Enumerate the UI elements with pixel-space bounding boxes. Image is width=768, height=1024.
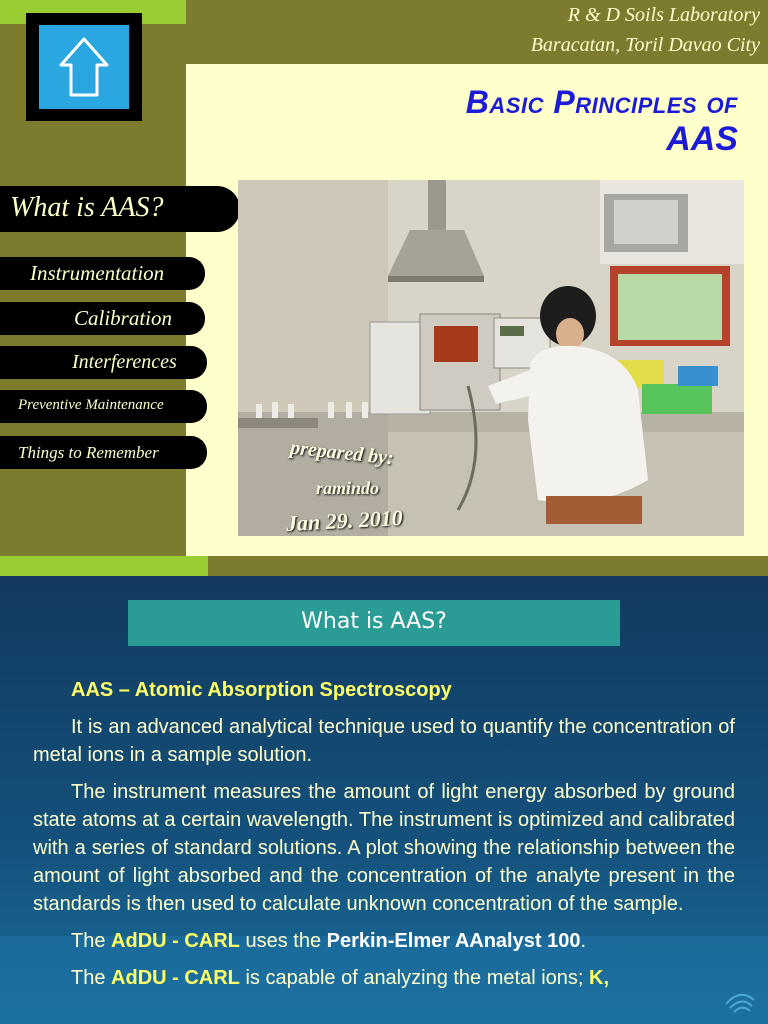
metal-ion: K, [589,967,609,989]
lab-photo [238,180,744,536]
text-run: uses the [239,930,327,952]
instrument-name: Perkin-Elmer AAnalyst 100 [326,930,581,952]
capability-paragraph [33,964,735,992]
nav-preventive-maintenance[interactable]: Preventive Maintenance [0,390,207,423]
body-text [33,676,735,1001]
nav-instrumentation[interactable]: Instrumentation [0,257,205,290]
logo-swirl-icon [720,986,760,1016]
slide-title: Basic Principles of [465,84,738,120]
instrument-paragraph [33,927,735,955]
home-icon [57,35,111,99]
aas-definition: AAS – Atomic Absorption Spectroscopy [71,679,452,701]
text-run: is capable of analyzing the metal ions; [239,967,589,989]
accent-bar-bottom [0,556,208,576]
text-run: The [71,930,112,952]
nav-things-to-remember[interactable]: Things to Remember [0,436,207,469]
section-heading: What is AAS? [128,600,620,646]
lab-name: R & D Soils Laboratory [567,4,760,26]
nav-calibration[interactable]: Calibration [0,302,205,335]
home-button[interactable] [26,13,142,121]
org-name: AdDU - CARL [111,967,240,989]
principle-paragraph: The instrument measures the amount of light energy absorbed by ground state atoms at a certain wavelength. The instrument is optimized and calibrated with a series of standard solutions. A plot showing the relationship between the amount of light absorbed and the concentration of the analyte present in the standards is then used to calculate unknown concentration of the sample. [33,781,735,915]
nav-interferences[interactable]: Interferences [0,346,207,379]
home-icon-tile [39,25,129,109]
slide-title-line2: AAS [666,120,738,158]
content-slide [0,576,768,1024]
lab-location: Baracatan, Toril Davao City [530,34,760,56]
nav-what-is-aas[interactable]: What is AAS? [0,186,240,232]
intro-paragraph: It is an advanced analytical technique used to quantify the concentration of metal ions in a sample solution. [33,716,735,766]
author-name: ramindo [316,478,380,498]
presentation-date: Jan 29. 2010 [285,504,404,536]
org-name: AdDU - CARL [111,930,240,952]
text-run: The [71,967,112,989]
definition-paragraph [33,676,735,704]
prepared-by-label: prepared by: [289,436,395,470]
text-run: . [580,930,587,952]
lab-photo-illustration [238,180,744,536]
